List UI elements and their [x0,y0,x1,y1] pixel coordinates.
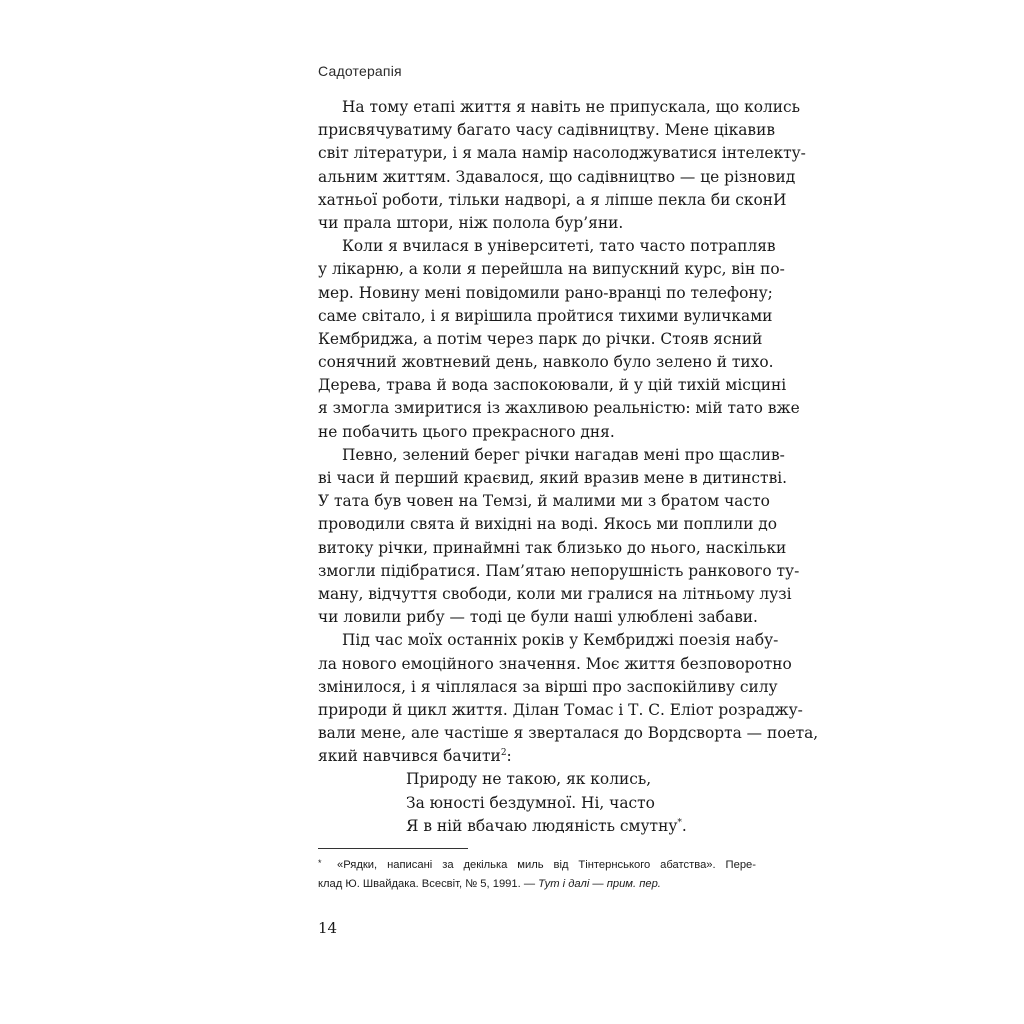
text-fragment: . [681,816,687,835]
text-line: У тата був човен на Темзі, й малими ми з братом часто [318,492,770,511]
text-line: Коли я вчилася в університеті, тато часто потрапляв [342,237,776,256]
paragraph-3 [318,444,800,630]
text-line: Певно, зелений берег річки нагадав мені про щаслив- [342,445,785,464]
text-line: ві часи й перший краєвид, який вразив мене в дитинстві. [318,469,788,487]
text-line: ла нового емоційного значення. Моє життя безповоротно [318,654,792,673]
verse-quote [318,768,756,838]
text-line: Дерева, трава й вода заспокоювали, й у цій тихій місцині [318,376,787,395]
footnote-line [318,875,756,894]
text-line: чи ловили рибу — тоді це були наші улюблені забави. [318,608,758,627]
text-line: у лікарню, а коли я перейшла на випускний курс, він по- [318,260,785,279]
text-line: Під час моїх останніх років у Кембриджі поезія набу- [342,631,779,650]
text-line: присвячуватиму багато часу садівництву. Мене цікавив [318,121,776,140]
text-line: проводили свята й вихідні на воді. Якось ми поплили до [318,515,778,534]
endnote-ref[interactable]: 2 [500,748,507,759]
text-line: світ літератури, і я мала намір насолоджуватися інтелекту- [318,144,806,163]
body-text [318,96,819,838]
text-fragment: клад Ю. Швайдака. Всесвіт, № 5, 1991. — [318,878,539,890]
paragraph-2 [318,235,800,444]
footnote [318,856,756,894]
text-line: витоку річки, принаймні так близько до нього, наскільки [318,538,787,557]
text-line: природи й цикл життя. Ділан Томас і Т. С. Еліот розраджу- [318,700,803,719]
text-line: сонячний жовтневий день, навколо було зелено й тихо. [318,353,774,372]
text-line: ману, відчуття свободи, коли ми гралися на літньому лузі [318,584,792,603]
verse-line: За юності бездумної. Ні, часто [406,793,655,812]
verse-line [406,815,756,838]
text-line: змогли підібратися. Пам’ятаю непорушність ранкового ту- [318,561,800,580]
text-line [318,745,756,768]
verse-line: Природу не такою, як колись, [406,770,652,789]
text-line: вали мене, але частіше я зверталася до Вордсворта — поета, [318,724,819,743]
text-fragment: : [506,747,512,766]
text-line: саме світало, і я вирішила пройтися тихими вуличками [318,306,773,325]
text-line: не побачить цього прекрасного дня. [318,422,615,441]
text-line: Кембриджа, а потім через парк до річки. Стояв ясний [318,329,763,348]
text-line: хатньої роботи, тільки надворі, а я ліпше пекла би сконИ [318,190,787,209]
text-line: мер. Новину мені повідомили рано-вранці по телефону; [318,283,773,302]
text-line: альним життям. Здавалося, що садівництво — це різновид [318,167,796,186]
running-head: Садотерапія [318,63,402,79]
footnote-line: «Рядки, написані за декілька миль від Тінтернського абатства». Пере- [337,859,756,871]
paragraph-4 [318,629,819,768]
footnote-ref[interactable]: * [677,817,682,828]
footnote-rule [318,848,468,849]
page-number: 14 [318,919,338,937]
text-line: змінилося, і я чіплялася за вірші про заспокійливу силу [318,677,778,696]
footnote-note-italic: Тут і далі — прим. пер. [538,878,661,890]
text-line: я змогла змиритися із жахливою реальністю: мій тато вже [318,399,800,418]
footnote-mark: * [318,858,322,868]
text-line: На тому етапі життя я навіть не припускала, що колись [342,98,800,116]
paragraph-1 [318,96,806,235]
text-fragment: який навчився бачити [318,747,501,766]
text-fragment: Я в ній вбачаю людяність смутну [406,816,678,835]
text-line: чи прала штори, ніж полола бур’яни. [318,213,624,232]
